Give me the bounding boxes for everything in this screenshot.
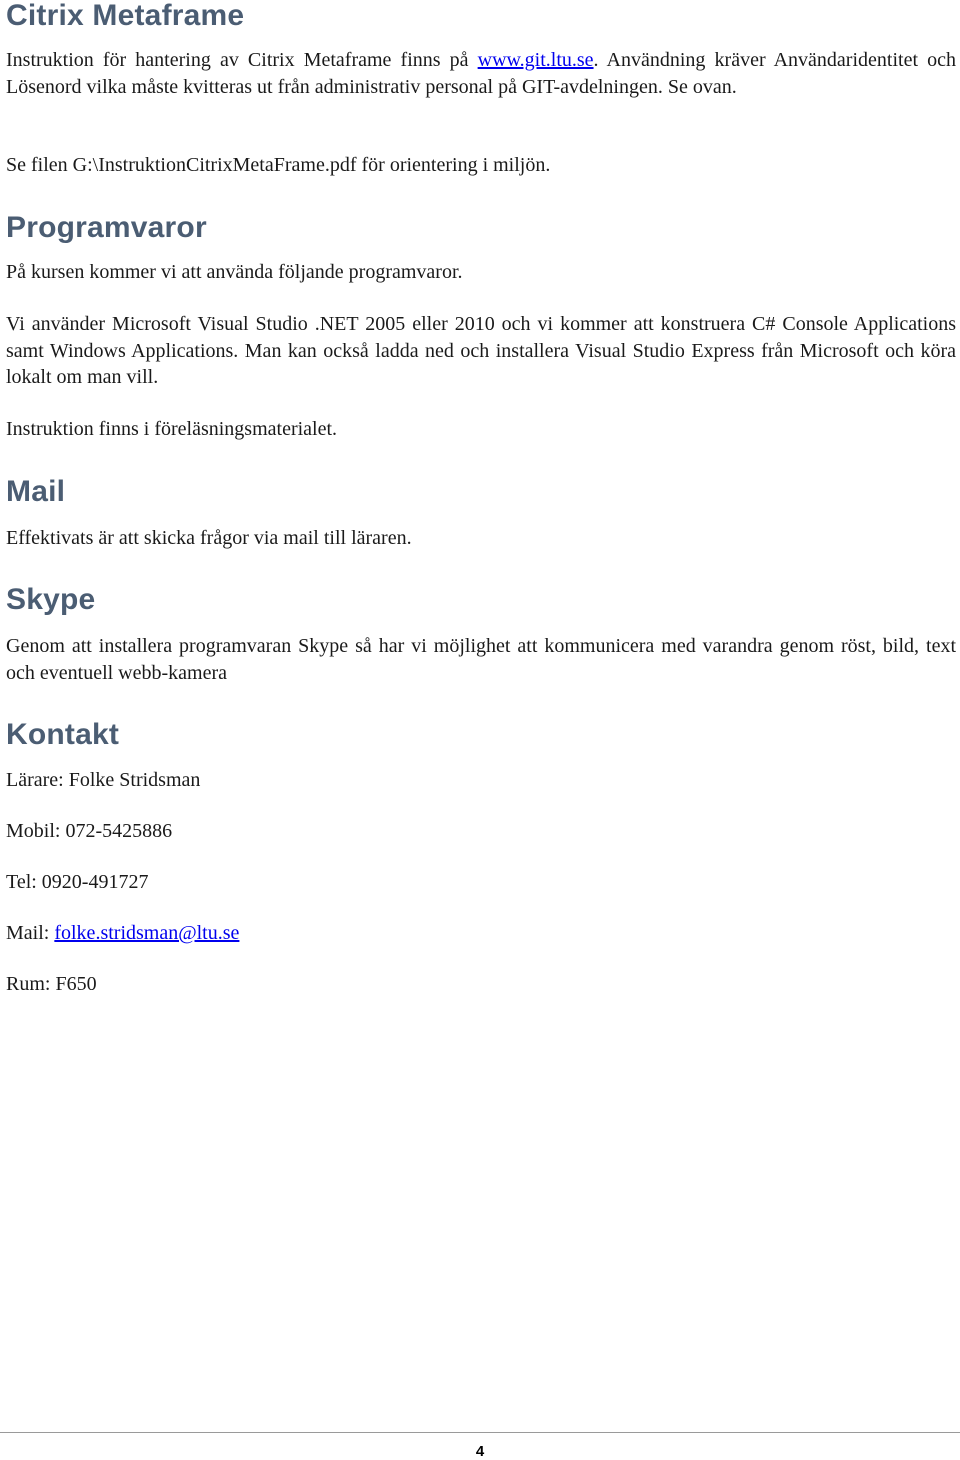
programvaror-intro: På kursen kommer vi att använda följande programvaror.: [6, 261, 463, 283]
kontakt-room: [6, 971, 97, 998]
kontakt-teacher: [6, 767, 200, 794]
citrix-p1-text-before: Instruktion för hantering av Citrix Metaframe finns på: [6, 49, 478, 71]
heading-citrix-metaframe: Citrix Metaframe: [6, 0, 245, 32]
kontakt-mail: [6, 920, 239, 947]
kontakt-mobile: [6, 818, 172, 845]
programvaror-paragraph-3: [6, 416, 337, 443]
heading-kontakt: Kontakt: [6, 718, 120, 751]
teacher-email-link[interactable]: folke.stridsman@ltu.se: [54, 922, 240, 944]
heading-programvaror: Programvaror: [6, 211, 207, 244]
mail-label: Mail:: [6, 922, 55, 944]
programvaror-visual-studio: Vi använder Microsoft Visual Studio .NET 2005 eller 2010 och vi kommer att konstruera C# Console Applications samt Windows Applications. Man kan också ladda ned och installera Visual Studio Express från Microsoft och köra lokalt om man vill.: [6, 313, 956, 388]
heading-skype: Skype: [6, 583, 96, 616]
teacher-name: Lärare: Folke Stridsman: [6, 769, 201, 791]
programvaror-instruction: Instruktion finns i föreläsningsmaterialet.: [6, 418, 338, 440]
citrix-paragraph-1: [6, 47, 956, 100]
citrix-paragraph-2: [6, 152, 550, 179]
citrix-file-instruction: Se filen G:\InstruktionCitrixMetaFrame.pdf för orientering i miljön.: [6, 154, 551, 176]
citrix-p1-text-after: . Användning kräver Användaridentitet och Lösenord vilka måste kvitteras ut från administrativ personal på GIT-avdelningen. Se ovan.: [6, 49, 956, 98]
programvaror-paragraph-2: [6, 311, 956, 391]
git-ltu-link[interactable]: www.git.ltu.se: [477, 49, 594, 71]
mail-text: Effektivats är att skicka frågor via mail till läraren.: [6, 527, 412, 549]
skype-paragraph: [6, 633, 956, 686]
mobile-number: Mobil: 072-5425886: [6, 820, 173, 842]
programvaror-paragraph-1: [6, 259, 463, 286]
mail-paragraph: [6, 525, 412, 552]
phone-number: Tel: 0920-491727: [6, 871, 149, 893]
kontakt-phone: [6, 869, 148, 896]
footer-divider: [0, 1432, 960, 1433]
room-number: Rum: F650: [6, 973, 97, 995]
skype-text: Genom att installera programvaran Skype så har vi möjlighet att kommunicera med varandra genom röst, bild, text och eventuell webb-kamera: [6, 635, 956, 684]
heading-mail: Mail: [6, 475, 66, 508]
page-number: 4: [475, 1443, 485, 1460]
